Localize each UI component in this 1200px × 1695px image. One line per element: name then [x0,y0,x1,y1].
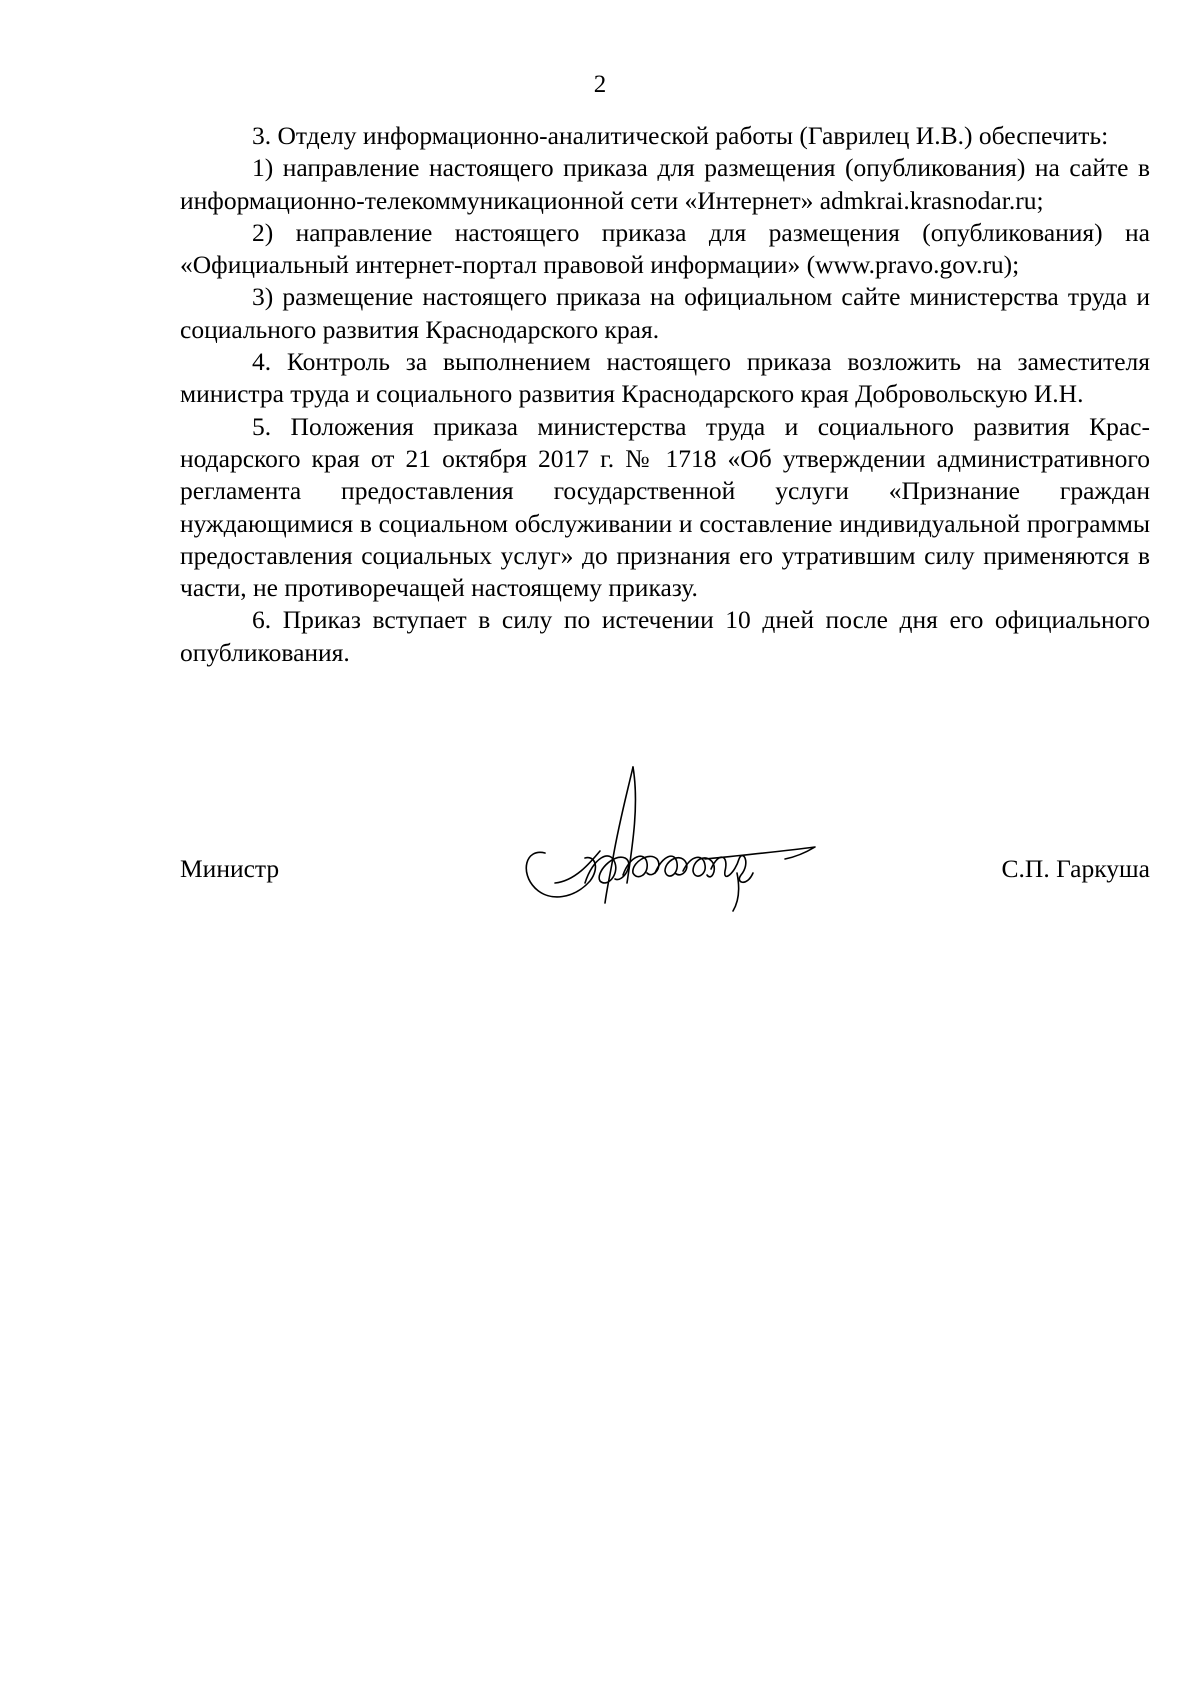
paragraph-3-2: 2) направление настоящего приказа для размещения (опубликования) на «Официальный интернет-портал правовой информации» (www.pravo.gov.ru); [180,217,1150,280]
paragraph-3-1: 1) направление настоящего приказа для размещения (опубликования) на сайте в информационно-телекоммуникационной сети «Интернет» admkrai.krasnodar.ru; [180,153,1150,215]
page-number: 2 [593,71,607,98]
paragraph-6: 6. Приказ вступает в силу по истечении 10 дней после дня его официального опубликования. [180,605,1150,667]
signer-position: Министр [180,854,280,883]
signer-name: С.П. Гаркуша [1001,854,1150,883]
paragraph-3: 3. Отделу информационно-аналитической работы (Гаврилец И.В.) обеспечить: [252,121,1109,150]
paragraph-4: 4. Контроль за выполнением настоящего приказа возложить на заместителя министра труда и социального развития Краснодарского края Добровольскую И.Н. [180,347,1150,409]
document-body [180,120,1150,669]
paragraph-3-3: 3) размещение настоящего приказа на официальном сайте министерства труда и социального развития Краснодарского края. [180,282,1150,344]
paragraph-5: 5. Положения приказа министерства труда и социального развития Краснодарского края от 21 октября 2017 г. № 1718 «Об утверждении административного регламента предоставления государственной услуги «Признание граждан нуждающимися в социальном обслуживании и составление индивидуальной программы предоставления социальных услуг» до признания его утратившим силу применяются в части, не противоречащей настоящему приказу. [180,411,1150,603]
handwritten-signature [515,763,835,913]
